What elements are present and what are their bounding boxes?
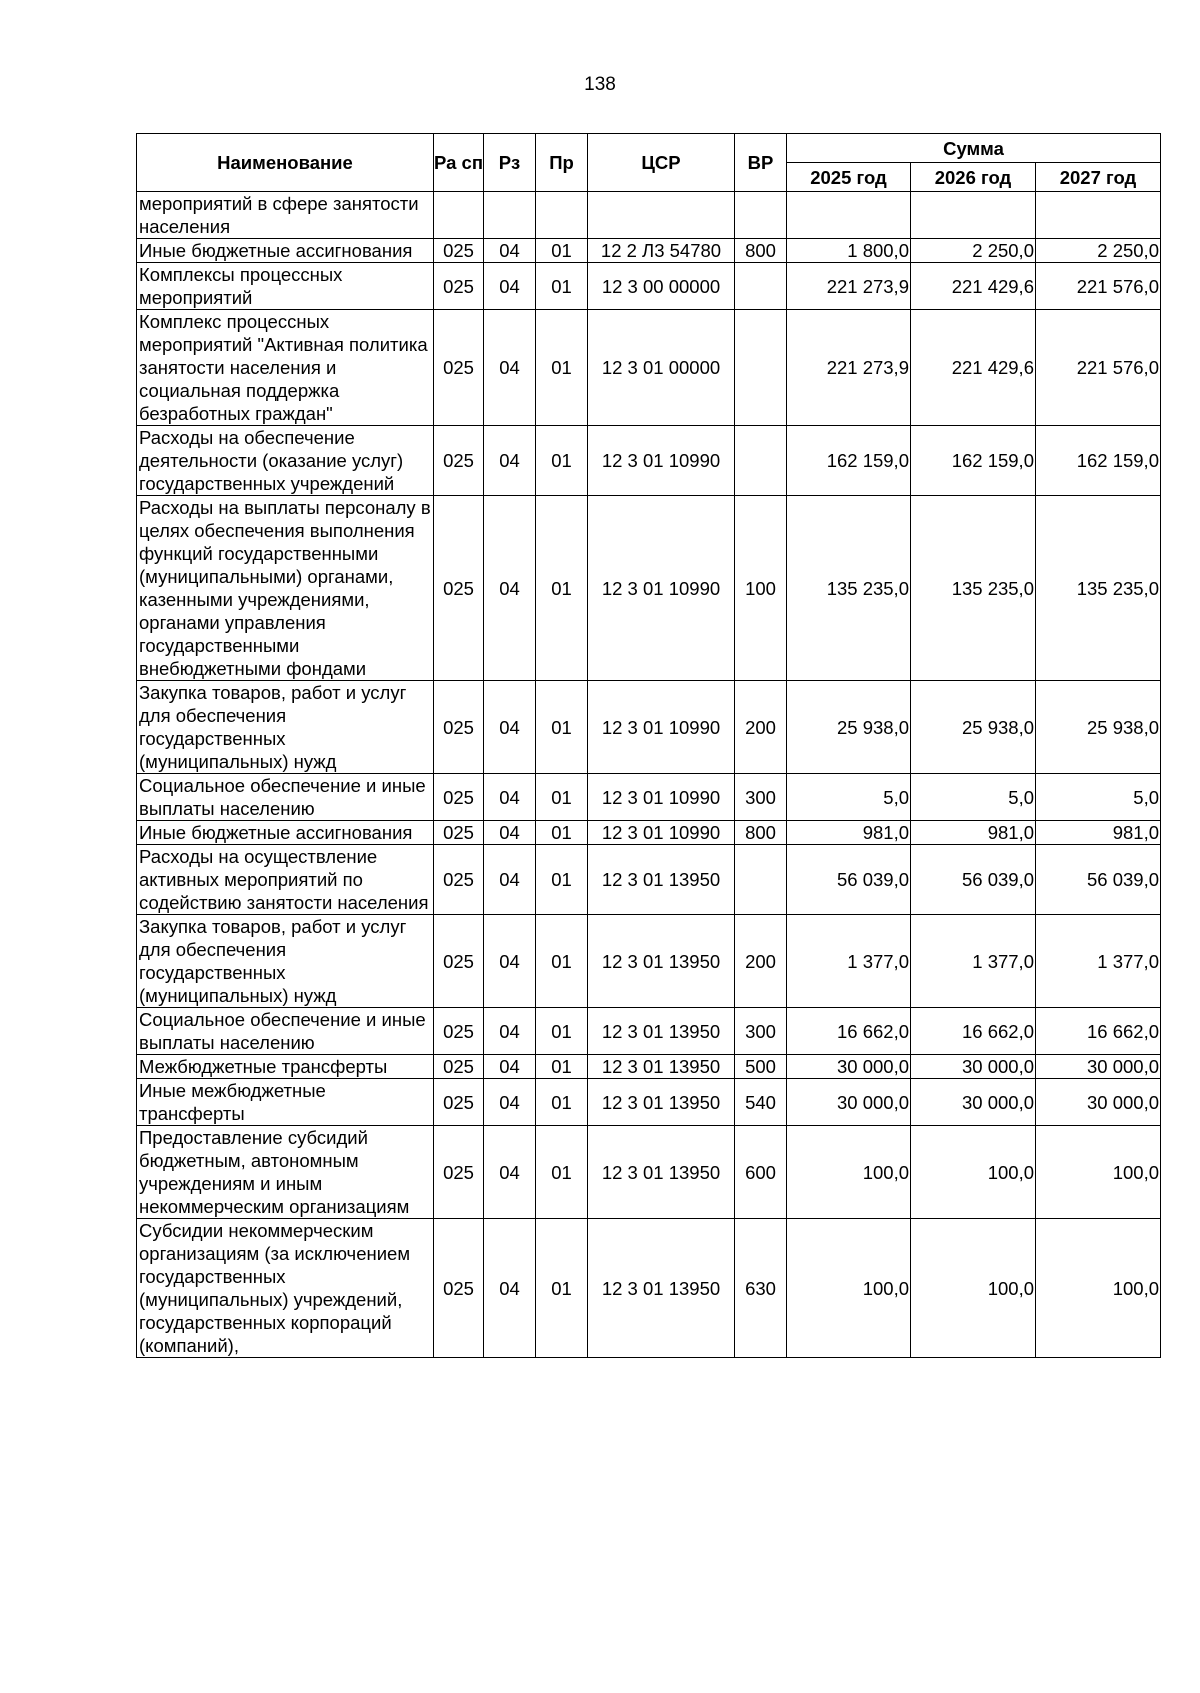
row-2026-cell: 25 938,0 [911,681,1036,774]
table-row [137,310,1161,426]
row-csr-cell: 12 3 01 13950 [588,845,735,915]
row-rasp-cell: 025 [434,496,484,681]
row-vr-cell: 800 [735,821,787,845]
row-2027-cell: 221 576,0 [1036,263,1161,310]
row-rasp-cell: 025 [434,681,484,774]
row-2027-cell: 30 000,0 [1036,1055,1161,1079]
table-row [137,821,1161,845]
row-2027-cell: 100,0 [1036,1219,1161,1358]
table-row [137,845,1161,915]
row-vr-cell [735,310,787,426]
row-pr-cell: 01 [536,1008,588,1055]
row-2027-cell: 1 377,0 [1036,915,1161,1008]
row-2026-cell: 162 159,0 [911,426,1036,496]
row-rasp-cell [434,192,484,239]
row-rasp-cell: 025 [434,774,484,821]
table-row [137,1008,1161,1055]
row-vr-cell [735,263,787,310]
row-pr-cell: 01 [536,915,588,1008]
row-csr-cell: 12 3 01 00000 [588,310,735,426]
row-csr-cell [588,192,735,239]
row-vr-cell: 200 [735,681,787,774]
row-2026-cell: 981,0 [911,821,1036,845]
row-2027-cell: 100,0 [1036,1126,1161,1219]
row-name-cell: Субсидии некоммерческим организациям (за исключением государственных (муниципальных) учреждений, государственных корпораций (компаний), [137,1219,434,1358]
row-csr-cell: 12 3 01 10990 [588,681,735,774]
row-name-cell: Межбюджетные трансферты [137,1055,434,1079]
row-csr-cell: 12 3 01 10990 [588,426,735,496]
row-2026-cell: 1 377,0 [911,915,1036,1008]
table-row [137,1079,1161,1126]
column-header-rz: Рз [484,134,536,192]
row-vr-cell: 100 [735,496,787,681]
row-2025-cell: 221 273,9 [787,310,911,426]
row-csr-cell: 12 3 01 13950 [588,1055,735,1079]
row-2026-cell: 5,0 [911,774,1036,821]
row-2026-cell: 30 000,0 [911,1079,1036,1126]
row-vr-cell: 200 [735,915,787,1008]
row-rasp-cell: 025 [434,821,484,845]
row-rasp-cell: 025 [434,915,484,1008]
row-pr-cell: 01 [536,845,588,915]
row-2027-cell: 5,0 [1036,774,1161,821]
row-name-cell: Расходы на выплаты персоналу в целях обеспечения выполнения функций государственными (муниципальными) органами, казенными учреждениями, органами управления государственными внебюджетными фондами [137,496,434,681]
row-name-cell: мероприятий в сфере занятости населения [137,192,434,239]
row-2025-cell: 5,0 [787,774,911,821]
row-rz-cell: 04 [484,1126,536,1219]
row-rasp-cell: 025 [434,845,484,915]
column-header-2027: 2027 год [1036,163,1161,192]
row-2027-cell: 135 235,0 [1036,496,1161,681]
table-row [137,1126,1161,1219]
table-row [137,263,1161,310]
budget-table [136,133,1161,1358]
table-row [137,915,1161,1008]
row-rz-cell: 04 [484,426,536,496]
table-row [137,496,1161,681]
row-name-cell: Расходы на обеспечение деятельности (оказание услуг) государственных учреждений [137,426,434,496]
row-2026-cell: 100,0 [911,1219,1036,1358]
row-pr-cell: 01 [536,1079,588,1126]
row-pr-cell: 01 [536,774,588,821]
column-header-vr: ВР [735,134,787,192]
row-2025-cell: 100,0 [787,1126,911,1219]
row-rz-cell: 04 [484,1219,536,1358]
row-rz-cell: 04 [484,263,536,310]
row-rasp-cell: 025 [434,1008,484,1055]
row-2026-cell [911,192,1036,239]
row-csr-cell: 12 3 01 13950 [588,1126,735,1219]
row-pr-cell: 01 [536,1219,588,1358]
row-2025-cell: 1 377,0 [787,915,911,1008]
row-rz-cell: 04 [484,821,536,845]
row-csr-cell: 12 3 00 00000 [588,263,735,310]
row-2027-cell: 30 000,0 [1036,1079,1161,1126]
row-2026-cell: 30 000,0 [911,1055,1036,1079]
row-rasp-cell: 025 [434,310,484,426]
page-number: 138 [584,74,616,95]
row-pr-cell: 01 [536,821,588,845]
row-2025-cell: 221 273,9 [787,263,911,310]
row-rasp-cell: 025 [434,1219,484,1358]
row-vr-cell: 300 [735,774,787,821]
row-2026-cell: 100,0 [911,1126,1036,1219]
row-csr-cell: 12 3 01 13950 [588,1079,735,1126]
row-rz-cell: 04 [484,681,536,774]
row-vr-cell [735,192,787,239]
row-vr-cell: 800 [735,239,787,263]
row-2027-cell [1036,192,1161,239]
row-csr-cell: 12 3 01 13950 [588,1008,735,1055]
row-rz-cell: 04 [484,1079,536,1126]
table-body [137,192,1161,1358]
table-row [137,1055,1161,1079]
row-2027-cell: 25 938,0 [1036,681,1161,774]
table-row [137,774,1161,821]
row-vr-cell: 500 [735,1055,787,1079]
table-row [137,681,1161,774]
row-rz-cell: 04 [484,1055,536,1079]
row-name-cell: Комплексы процессных мероприятий [137,263,434,310]
row-2027-cell: 162 159,0 [1036,426,1161,496]
row-csr-cell: 12 3 01 13950 [588,1219,735,1358]
table-row [137,1219,1161,1358]
row-vr-cell [735,426,787,496]
row-pr-cell: 01 [536,681,588,774]
row-rz-cell: 04 [484,1008,536,1055]
row-2026-cell: 16 662,0 [911,1008,1036,1055]
row-pr-cell: 01 [536,426,588,496]
row-2027-cell: 981,0 [1036,821,1161,845]
row-csr-cell: 12 3 01 10990 [588,821,735,845]
row-2027-cell: 221 576,0 [1036,310,1161,426]
row-csr-cell: 12 3 01 10990 [588,774,735,821]
row-2026-cell: 135 235,0 [911,496,1036,681]
row-name-cell: Расходы на осуществление активных мероприятий по содействию занятости населения [137,845,434,915]
row-2026-cell: 221 429,6 [911,263,1036,310]
row-name-cell: Предоставление субсидий бюджетным, автономным учреждениям и иным некоммерческим организациям [137,1126,434,1219]
row-pr-cell: 01 [536,1055,588,1079]
row-2025-cell [787,192,911,239]
row-vr-cell: 600 [735,1126,787,1219]
row-rz-cell: 04 [484,239,536,263]
row-2026-cell: 56 039,0 [911,845,1036,915]
row-name-cell: Иные бюджетные ассигнования [137,239,434,263]
column-header-sum: Сумма [787,134,1161,163]
row-2027-cell: 16 662,0 [1036,1008,1161,1055]
row-2025-cell: 56 039,0 [787,845,911,915]
row-vr-cell: 540 [735,1079,787,1126]
row-rz-cell: 04 [484,310,536,426]
row-rasp-cell: 025 [434,1126,484,1219]
row-name-cell: Закупка товаров, работ и услуг для обеспечения государственных (муниципальных) нужд [137,915,434,1008]
row-rz-cell: 04 [484,845,536,915]
row-pr-cell: 01 [536,496,588,681]
row-rz-cell: 04 [484,915,536,1008]
row-2025-cell: 30 000,0 [787,1055,911,1079]
row-rz-cell: 04 [484,496,536,681]
budget-table-container [136,133,1160,1358]
row-name-cell: Комплекс процессных мероприятий "Активная политика занятости населения и социальная поддержка безработных граждан" [137,310,434,426]
row-rasp-cell: 025 [434,239,484,263]
row-vr-cell: 630 [735,1219,787,1358]
row-pr-cell: 01 [536,310,588,426]
column-header-pr: Пр [536,134,588,192]
row-name-cell: Закупка товаров, работ и услуг для обеспечения государственных (муниципальных) нужд [137,681,434,774]
row-2025-cell: 100,0 [787,1219,911,1358]
column-header-rasp: Ра сп [434,134,484,192]
row-2025-cell: 981,0 [787,821,911,845]
row-2025-cell: 16 662,0 [787,1008,911,1055]
table-row [137,426,1161,496]
row-2027-cell: 56 039,0 [1036,845,1161,915]
row-vr-cell [735,845,787,915]
row-2025-cell: 162 159,0 [787,426,911,496]
table-row [137,192,1161,239]
row-pr-cell: 01 [536,263,588,310]
row-name-cell: Социальное обеспечение и иные выплаты населению [137,774,434,821]
row-rasp-cell: 025 [434,426,484,496]
column-header-2026: 2026 год [911,163,1036,192]
table-row [137,239,1161,263]
row-csr-cell: 12 2 Л3 54780 [588,239,735,263]
row-name-cell: Иные межбюджетные трансферты [137,1079,434,1126]
row-csr-cell: 12 3 01 10990 [588,496,735,681]
column-header-csr: ЦСР [588,134,735,192]
row-rz-cell [484,192,536,239]
row-pr-cell [536,192,588,239]
row-2025-cell: 30 000,0 [787,1079,911,1126]
row-2026-cell: 2 250,0 [911,239,1036,263]
row-pr-cell: 01 [536,239,588,263]
row-2025-cell: 25 938,0 [787,681,911,774]
row-rz-cell: 04 [484,774,536,821]
row-rasp-cell: 025 [434,263,484,310]
row-2025-cell: 135 235,0 [787,496,911,681]
row-2027-cell: 2 250,0 [1036,239,1161,263]
row-vr-cell: 300 [735,1008,787,1055]
row-2025-cell: 1 800,0 [787,239,911,263]
row-name-cell: Социальное обеспечение и иные выплаты населению [137,1008,434,1055]
row-rasp-cell: 025 [434,1055,484,1079]
column-header-2025: 2025 год [787,163,911,192]
row-name-cell: Иные бюджетные ассигнования [137,821,434,845]
column-header-name: Наименование [137,134,434,192]
row-csr-cell: 12 3 01 13950 [588,915,735,1008]
row-2026-cell: 221 429,6 [911,310,1036,426]
row-pr-cell: 01 [536,1126,588,1219]
row-rasp-cell: 025 [434,1079,484,1126]
